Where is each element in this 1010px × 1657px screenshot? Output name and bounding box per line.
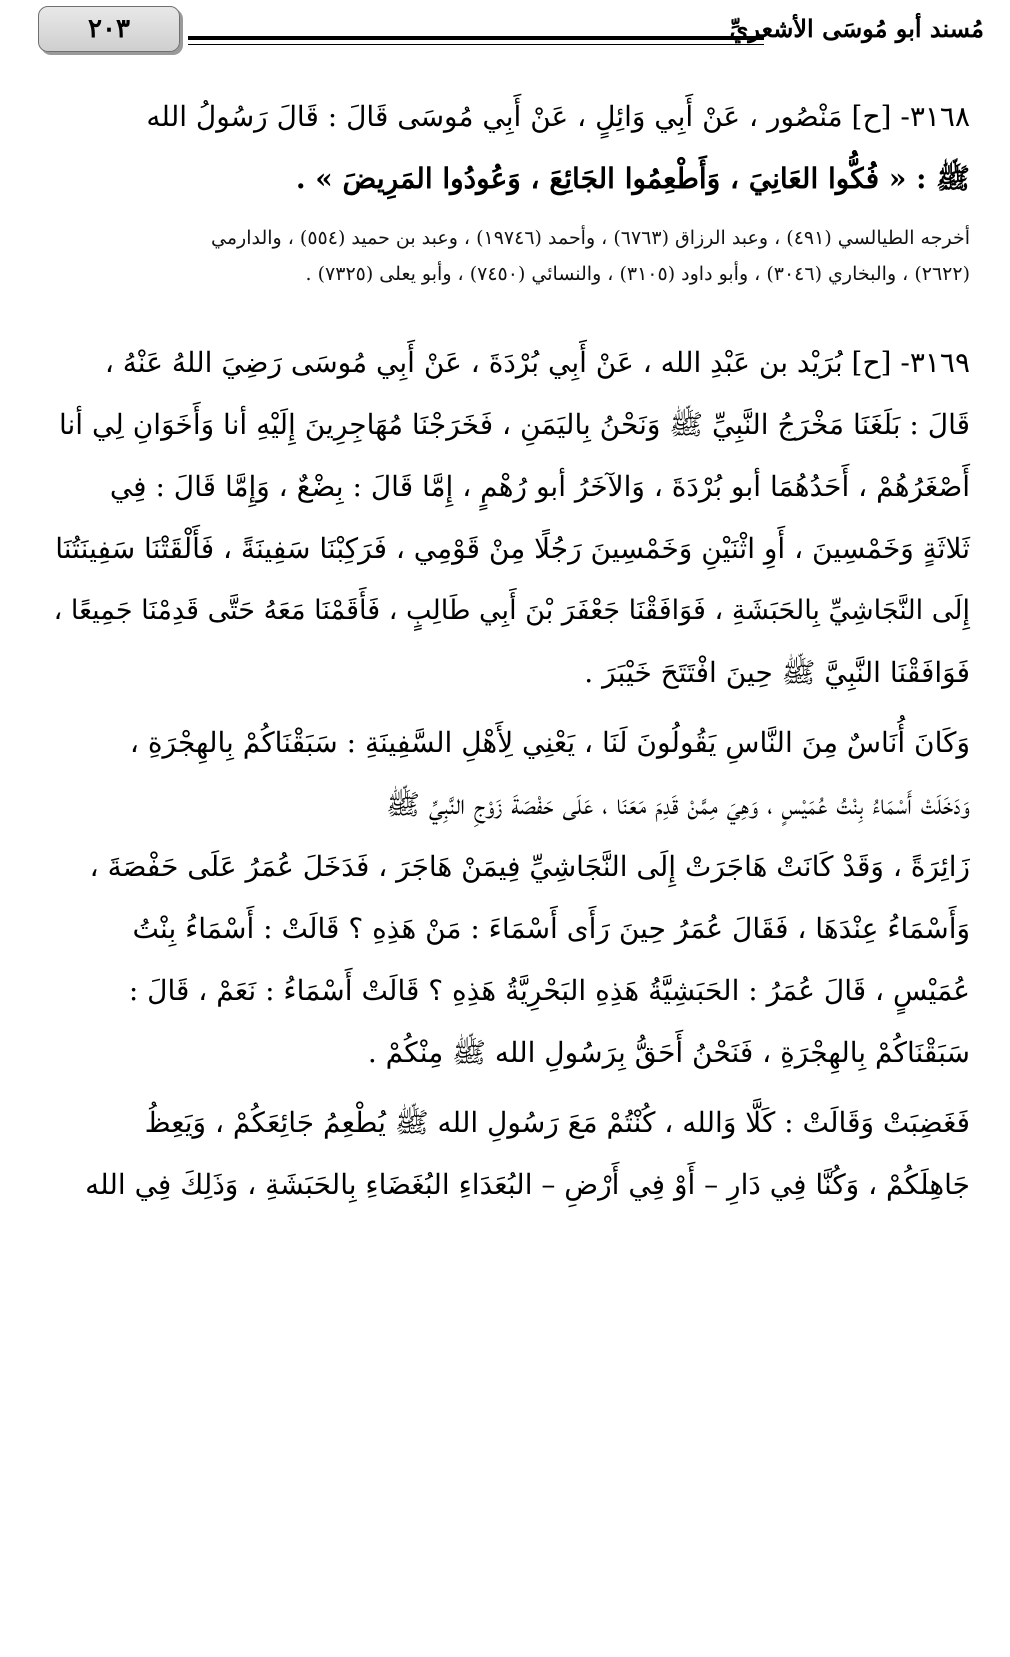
hadith-line: زَائِرَةً ، وَقَدْ كَانَتْ هَاجَرَتْ إِلَى النَّجَاشِيِّ فِيمَنْ هَاجَرَ ، فَدَخَلَ عُمَرُ عَلَى حَفْصَةَ ، [89,850,970,883]
takhrij-line: أخرجه الطيالسي (٤٩١) ، وعبد الرزاق (٦٧٦٣) ، وأحمد (١٩٧٤٦) ، وعبد بن حميد (٥٥٤) ، والدارمي [211,227,970,249]
hadith-line: سَبَقْنَاكُمْ بِالهِجْرَةِ ، فَنَحْنُ أَحَقُّ بِرَسُولِ الله ﷺ مِنْكُمْ . [367,1036,970,1069]
hadith-3168 [38,86,970,210]
hadith-line: وَكَانَ أُنَاسٌ مِنَ النَّاسِ يَقُولُونَ لَنَا ، يَعْنِي لِأَهْلِ السَّفِينَةِ : سَبَقْنَاكُمْ بِالهِجْرَةِ ، [129,726,970,759]
running-title: مُسند أبو مُوسَى الأشعريِّ [729,14,984,43]
header-rule [188,36,764,40]
paragraph [38,1092,970,1216]
hadith-line: ثَلاثَةٍ وَخَمْسِينَ ، أَوِ اثْنَيْنِ وَخَمْسِينَ رَجُلًا مِنْ قَوْمِي ، فَرَكِبْنَا سَفِينَةً ، فَأَلْقَتْنَا سَفِينَتُنَا [55,532,970,565]
paragraph [38,332,970,704]
hadith-line: ٣١٦٨- [ح] مَنْصُور ، عَنْ أَبِي وَائِلٍ ، عَنْ أَبِي مُوسَى قَالَ : قَالَ رَسُولُ الله [146,100,970,133]
hadith-line: وَأَسْمَاءُ عِنْدَهَا ، فَقَالَ عُمَرُ حِينَ رَأَى أَسْمَاءَ : مَنْ هَذِهِ ؟ قَالَتْ : أَسْمَاءُ بِنْتُ [132,912,970,945]
hadith-line: قَالَ : بَلَغَنَا مَخْرَجُ النَّبِيِّ ﷺ وَنَحْنُ بِاليَمَنِ ، فَخَرَجْنَا مُهَاجِرِينَ إِلَيْهِ أنا وَأَخَوَانِ لِي أنا [58,408,970,441]
hadith-line: ﷺ : « فُكُّوا العَانِيَ ، وَأَطْعِمُوا الجَائِعَ ، وَعُودُوا المَرِيضَ » . [295,162,970,195]
takhrij-line: (٢٦٢٢) ، والبخاري (٣٠٤٦) ، وأبو داود (٣١٠٥) ، والنسائي (٧٤٥٠) ، وأبو يعلى (٧٣٢٥) . [305,263,970,285]
hadith-line: جَاهِلَكُمْ ، وَكُنَّا فِي دَارِ – أَوْ فِي أَرْضِ – البُعَدَاءِ البُغَضَاءِ بِالحَبَشَةِ ، وَذَلِكَ فِي الله [85,1168,970,1201]
page-header [34,6,984,62]
hadith-line: عُمَيْسٍ ، قَالَ عُمَرُ : الحَبَشِيَّةُ هَذِهِ البَحْرِيَّةُ هَذِهِ ؟ قَالَتْ أَسْمَاءُ : نَعَمْ ، قَالَ : [128,974,970,1007]
hadith-line: أَصْغَرُهُمْ ، أَحَدُهُمَا أبو بُرْدَةَ ، وَالآخَرُ أبو رُهْمٍ ، إِمَّا قَالَ : بِضْعٌ ، وَإِمَّا قَالَ : فِي [109,470,970,503]
takhrij-3168 [38,220,970,292]
page-body [38,86,970,1216]
hadith-line: فَغَضِبَتْ وَقَالَتْ : كَلَّا وَالله ، كُنْتُمْ مَعَ رَسُولِ الله ﷺ يُطْعِمُ جَائِعَكُمْ ، وَيَعِظُ [144,1106,970,1139]
paragraph [38,712,970,1084]
hadith-line: إِلَى النَّجَاشِيِّ بِالحَبَشَةِ ، فَوَافَقْنَا جَعْفَرَ بْنَ أَبِي طَالِبٍ ، فَأَقَمْنَا مَعَهُ حَتَّى قَدِمْنَا جَمِيعًا ، [53,595,970,626]
hadith-line: ٣١٦٩- [ح] بُرَيْد بن عَبْدِ الله ، عَنْ أَبِي بُرْدَةَ ، عَنْ أَبِي مُوسَى رَضِيَ اللهُ عَنْهُ ، [104,346,970,379]
hadith-line: وَدَخَلَتْ أَسْمَاءُ بِنْتُ عُمَيْسٍ ، وَهِيَ مِمَّنْ قَدِمَ مَعَنَا ، عَلَى حَفْصَةَ زَوْجِ النَّبِيِّ ﷺ [386,788,970,821]
page-number: ٢٠٣ [38,6,180,52]
hadith-line: فَوَافَقْنَا النَّبِيَّ ﷺ حِينَ افْتَتَحَ خَيْبَرَ . [584,656,970,689]
hadith-3169 [38,332,970,1216]
header-rule-thin [188,44,764,45]
